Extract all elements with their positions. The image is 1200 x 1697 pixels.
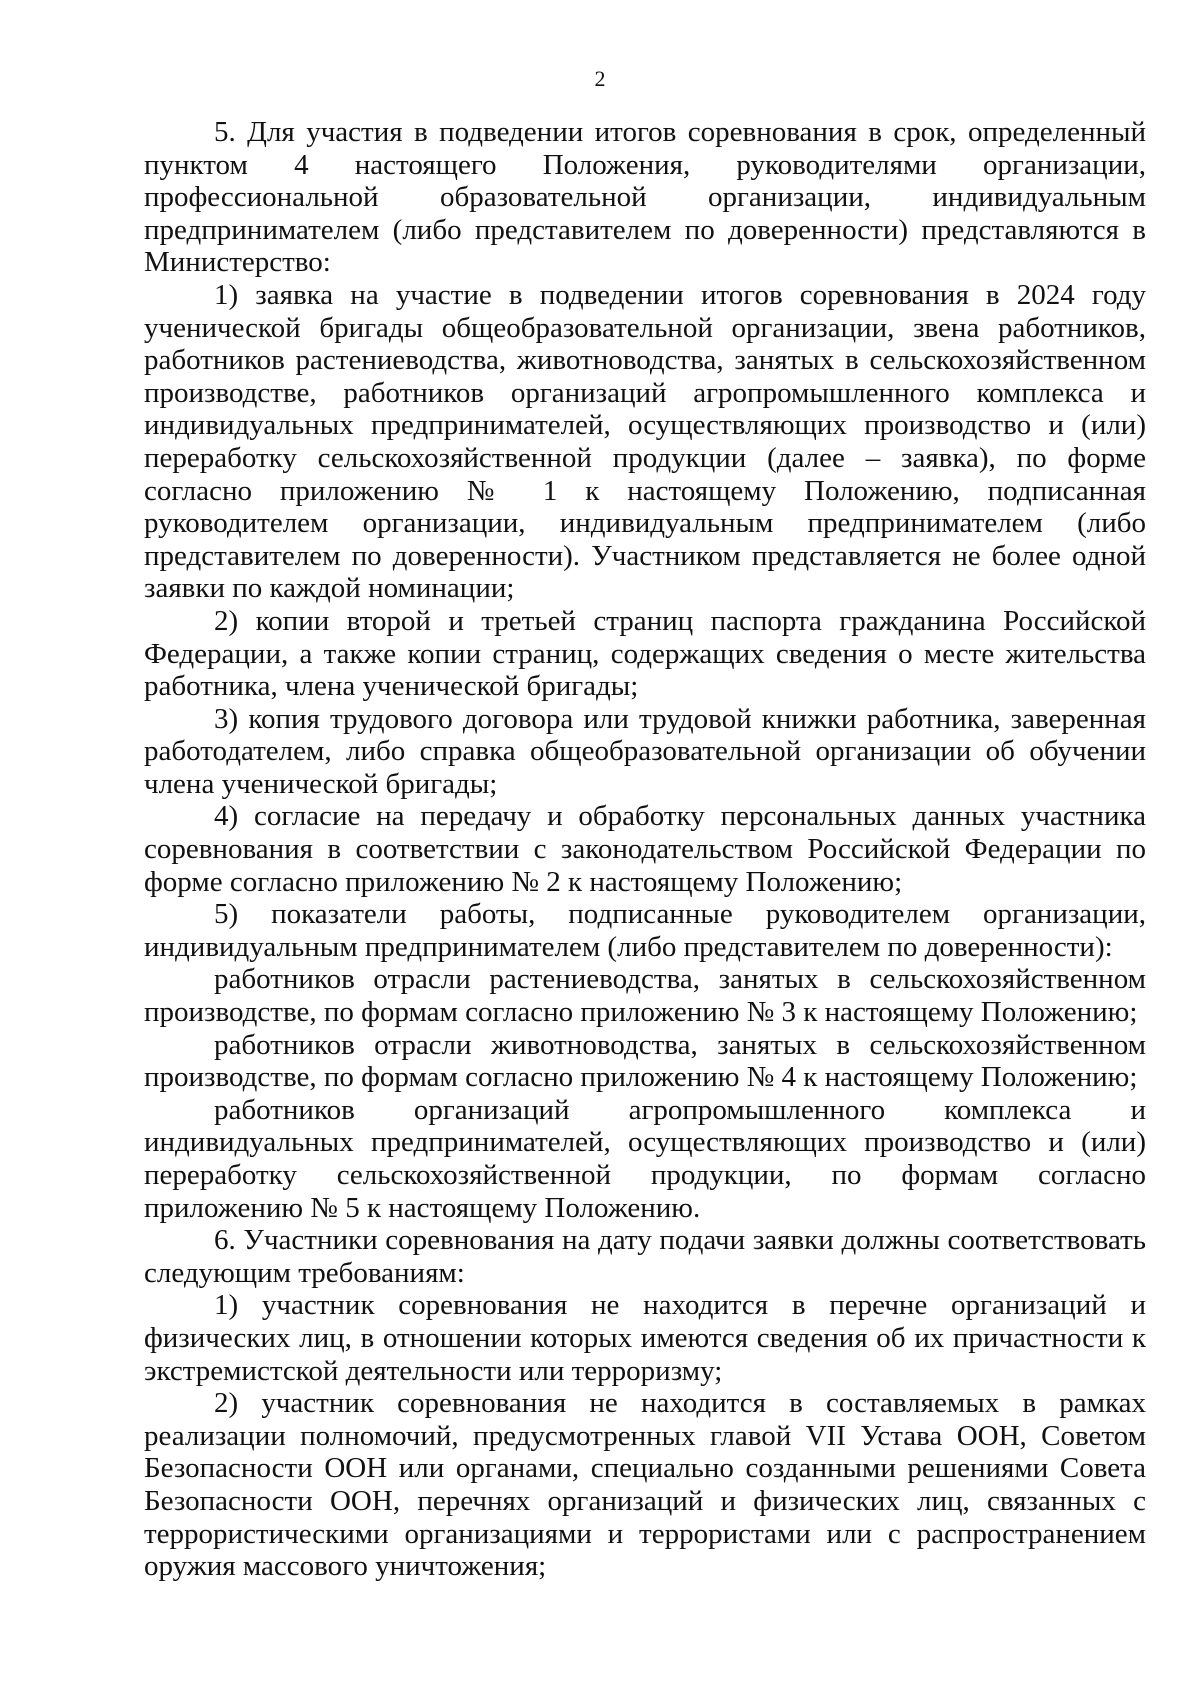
- paragraph-5-item-5-livestock: работников отрасли животноводства, занятых в сельскохозяйственном производстве, по формам согласно приложению № 4 к настоящему Положению;: [144, 1028, 1146, 1094]
- page-number: 2: [594, 66, 606, 91]
- document-body: [144, 116, 1146, 1583]
- paragraph-5-item-2: 2) копии второй и третьей страниц паспорта гражданина Российской Федерации, а также копии страниц, содержащих сведения о месте жительства работника, члена ученической бригады;: [144, 604, 1146, 703]
- paragraph-5: 5. Для участия в подведении итогов соревнования в срок, определенный пунктом 4 настоящего Положения, руководителями организации, профессиональной образовательной организации, индивидуальным предпринимателем (либо представителем по доверенности) представляются в Министерство:: [144, 116, 1146, 279]
- paragraph-5-item-4: 4) согласие на передачу и обработку персональных данных участника соревнования в соответствии с законодательством Российской Федерации по форме согласно приложению № 2 к настоящему Положению;: [144, 800, 1146, 898]
- paragraph-6-item-1: 1) участник соревнования не находится в перечне организаций и физических лиц, в отношении которых имеются сведения об их причастности к экстремистской деятельности или терроризму;: [144, 1289, 1146, 1387]
- paragraph-5-item-5: 5) показатели работы, подписанные руководителем организации, индивидуальным предпринимателем (либо представителем по доверенности):: [144, 898, 1146, 963]
- paragraph-5-item-5-crop: работников отрасли растениеводства, занятых в сельскохозяйственном производстве, по формам согласно приложению № 3 к настоящему Положению;: [144, 963, 1146, 1029]
- paragraph-6-item-2: 2) участник соревнования не находится в составляемых в рамках реализации полномочий, предусмотренных главой VII Устава ООН, Советом Безопасности ООН или органами, специально созданными решениями Совета Безопасности ООН, перечнях организаций и физических лиц, связанных с террористическими организациями и террористами или с распространением оружия массового уничтожения;: [144, 1387, 1146, 1583]
- paragraph-5-item-5-agro: работников организаций агропромышленного комплекса и индивидуальных предпринимателей, осуществляющих производство и (или) переработку сельскохозяйственной продукции, по формам согласно приложению № 5 к настоящему Положению.: [144, 1093, 1146, 1224]
- paragraph-5-item-3: 3) копия трудового договора или трудовой книжки работника, заверенная работодателем, либо справка общеобразовательной организации об обучении члена ученической бригады;: [144, 702, 1146, 800]
- paragraph-5-item-1: 1) заявка на участие в подведении итогов соревнования в 2024 году ученической бригады общеобразовательной организации, звена работников, работников растениеводства, животноводства, занятых в сельскохозяйственном производстве, работников организаций агропромышленного комплекса и индивидуальных предпринимателей, осуществляющих производство и (или) переработку сельскохозяйственной продукции (далее – заявка), по форме согласно приложению № 1 к настоящему Положению, подписанная руководителем организации, индивидуальным предпринимателем (либо представителем по доверенности). Участником представляется не более одной заявки по каждой номинации;: [144, 278, 1146, 605]
- paragraph-6: 6. Участники соревнования на дату подачи заявки должны соответствовать следующим требованиям:: [144, 1224, 1146, 1289]
